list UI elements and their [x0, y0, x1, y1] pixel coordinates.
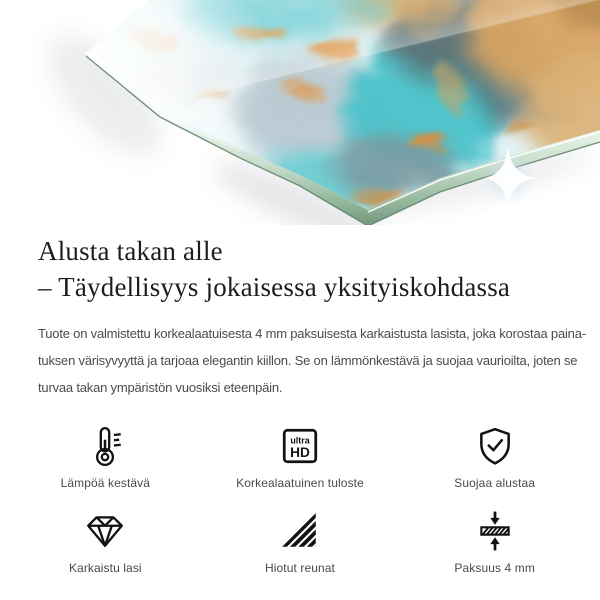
feature-label: Karkaistu lasi: [68, 561, 142, 575]
feature-item-protects-base: [397, 423, 592, 490]
glass-panel-illustration: [0, 0, 600, 225]
hero-image: [0, 0, 600, 225]
feature-item-tempered-glass: [8, 508, 203, 575]
feature-label: Hiotut reunat: [264, 561, 335, 575]
feature-item-polished-edges: [203, 508, 398, 575]
description-text: [38, 320, 586, 401]
description-line: Tuote on valmistettu korkealaatuisesta 4 mm paksuisesta karkaistusta lasista, joka korostaa paina-: [38, 326, 586, 341]
diamond-icon: [84, 508, 126, 554]
page-title-line1: Alusta takan alle: [38, 236, 223, 266]
feature-label: Suojaa alustaa: [454, 476, 536, 490]
svg-text:HD: HD: [290, 445, 310, 461]
polished-edges-icon: [279, 508, 321, 554]
description-line: tuksen värisyvyyttä ja tarjoaa elegantin kiillon. Se on lämmönkestävä ja suojaa vaurioilta, joten se: [38, 353, 578, 368]
feature-label: Korkealaatuinen tuloste: [236, 476, 364, 490]
shield-check-icon: [474, 423, 516, 469]
feature-grid: [0, 423, 600, 575]
description-line: turvaa takan ympäristön vuosiksi eteenpäin.: [38, 380, 283, 395]
ultra-hd-icon: [279, 423, 321, 469]
thermometer-icon: [84, 423, 126, 469]
feature-item-heat-resistant: [8, 423, 203, 490]
feature-item-thickness: [397, 508, 592, 575]
feature-label: Lämpöä kestävä: [60, 476, 151, 490]
page-title: [38, 233, 562, 305]
feature-label: Paksuus 4 mm: [454, 561, 535, 575]
thickness-icon: [474, 508, 516, 554]
svg-text:ultra: ultra: [290, 435, 310, 446]
feature-item-ultra-hd-print: [203, 423, 398, 490]
page-title-line2: – Täydellisyys jokaisessa yksityiskohdassa: [38, 272, 511, 302]
